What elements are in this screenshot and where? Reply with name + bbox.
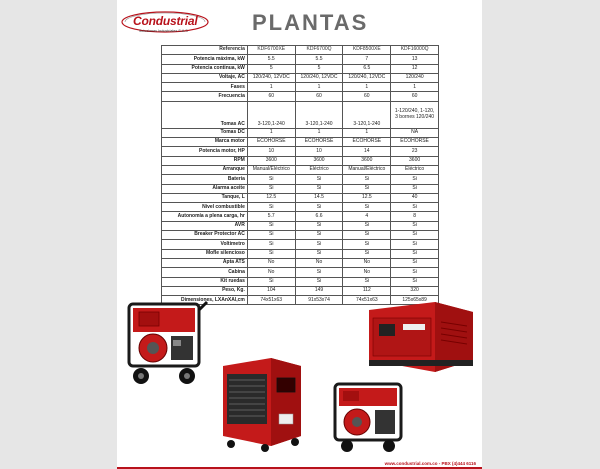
cell-value: 104 <box>247 286 295 295</box>
cell-value: 5.5 <box>295 55 343 64</box>
row-label: Breaker Protector AC <box>162 231 248 240</box>
cell-value: Eléctrico <box>391 165 439 174</box>
row-label: Cabina <box>162 268 248 277</box>
cell-value: 40 <box>391 193 439 202</box>
table-row <box>162 147 439 156</box>
cell-value: 23 <box>391 147 439 156</box>
silent-generator-kdf16000q <box>365 298 477 376</box>
cell-value: 1-120/240, 1-120, 3 bornes 120/240 <box>391 101 439 128</box>
cell-value: Si <box>391 249 439 258</box>
cell-value: Si <box>391 258 439 267</box>
open-frame-generator-kdf6700xe <box>121 296 209 388</box>
cell-value: Si <box>247 231 295 240</box>
row-label: Autonomía a plena carga, hr <box>162 212 248 221</box>
row-label: Alarma aceite <box>162 184 248 193</box>
cell-value: 13 <box>391 55 439 64</box>
cell-value: 3-120,1-240 <box>247 101 295 128</box>
cell-value: Si <box>295 203 343 212</box>
silent-generator-kdf6700q <box>217 352 305 452</box>
cell-value: 320 <box>391 286 439 295</box>
cell-value: Si <box>247 240 295 249</box>
cell-value: Si <box>391 268 439 277</box>
cell-value: ECOHORSE <box>247 138 295 147</box>
row-label: Arranque <box>162 165 248 174</box>
page-title: PLANTAS <box>252 10 369 35</box>
table-row <box>162 221 439 230</box>
row-label: Potencia motor, HP <box>162 147 248 156</box>
cell-value: Manual/Eléctrico <box>343 165 391 174</box>
cell-value: 12.5 <box>247 193 295 202</box>
table-row <box>162 128 439 137</box>
cell-value: ECOHORSE <box>343 138 391 147</box>
cell-value: Si <box>391 277 439 286</box>
cell-value: 1 <box>343 83 391 92</box>
table-row <box>162 240 439 249</box>
row-label: Voltimetro <box>162 240 248 249</box>
row-label: Potencia máxima, kW <box>162 55 248 64</box>
row-label: Tomas AC <box>162 101 248 128</box>
cell-value: Si <box>343 184 391 193</box>
cell-value: Si <box>247 175 295 184</box>
table-row <box>162 184 439 193</box>
cell-value: 60 <box>247 92 295 101</box>
cell-value: Si <box>295 277 343 286</box>
cell-value: Si <box>391 175 439 184</box>
row-label: Mofle silencioso <box>162 249 248 258</box>
row-label: Bateria <box>162 175 248 184</box>
cell-value: Si <box>391 240 439 249</box>
table-row <box>162 64 439 73</box>
cell-value: 6.6 <box>295 212 343 221</box>
row-label: Voltaje, AC <box>162 73 248 82</box>
cell-value: Si <box>247 249 295 258</box>
cell-value: 3600 <box>391 156 439 165</box>
cell-value: Si <box>295 240 343 249</box>
cell-value: Si <box>343 277 391 286</box>
cell-value: No <box>343 258 391 267</box>
cell-value: 14.5 <box>295 193 343 202</box>
cell-value: No <box>247 268 295 277</box>
table-row <box>162 92 439 101</box>
row-label: AVR <box>162 221 248 230</box>
table-row <box>162 73 439 82</box>
table-row <box>162 175 439 184</box>
cell-value: Si <box>391 203 439 212</box>
cell-value: 12.5 <box>343 193 391 202</box>
cell-value: 120/240, 12VDC <box>343 73 391 82</box>
cell-value: 74x51x63 <box>343 296 391 305</box>
row-label: Dimensiones, LXAnXAl,cm <box>162 296 248 305</box>
table-row <box>162 156 439 165</box>
cell-value: Si <box>247 203 295 212</box>
footer-contact: www.condustrial.com.co - PBX (4)444 6116 <box>384 461 476 466</box>
cell-value: Si <box>343 240 391 249</box>
row-label: Marca motor <box>162 138 248 147</box>
cell-value: 3-120,1-240 <box>295 101 343 128</box>
cell-value: Si <box>295 184 343 193</box>
table-row <box>162 249 439 258</box>
table-row <box>162 231 439 240</box>
table-row <box>162 55 439 64</box>
cell-value: Si <box>247 184 295 193</box>
table-row <box>162 165 439 174</box>
cell-value: 60 <box>343 92 391 101</box>
cell-value: Si <box>343 175 391 184</box>
row-label: Apta ATS <box>162 258 248 267</box>
cell-value: 120/240, 12VDC <box>295 73 343 82</box>
condustrial-logo <box>121 11 209 37</box>
cell-value: 120/240, 12VDC <box>247 73 295 82</box>
row-label: Fases <box>162 83 248 92</box>
cell-value: 7 <box>343 55 391 64</box>
cell-value: 3-120,1-240 <box>343 101 391 128</box>
cell-value: 74x51x63 <box>247 296 295 305</box>
cell-value: 14 <box>343 147 391 156</box>
row-label: Nivel combustible <box>162 203 248 212</box>
row-label: Tanque, L <box>162 193 248 202</box>
cell-value: No <box>247 258 295 267</box>
cell-value: 120/240 <box>391 73 439 82</box>
cell-value: Manual/Eléctrico <box>247 165 295 174</box>
cell-value: 1 <box>295 83 343 92</box>
cell-value: Eléctrico <box>295 165 343 174</box>
row-label: RPM <box>162 156 248 165</box>
cell-value: 3600 <box>247 156 295 165</box>
cell-value: 5 <box>295 64 343 73</box>
cell-value: 8 <box>391 212 439 221</box>
model-header: KDF8500XE <box>343 46 391 55</box>
model-header: KDF6700Q <box>295 46 343 55</box>
cell-value: Si <box>391 221 439 230</box>
table-row <box>162 258 439 267</box>
row-label: Peso, Kg. <box>162 286 248 295</box>
specifications-table <box>161 45 439 305</box>
table-row <box>162 101 439 128</box>
cell-value: Si <box>343 221 391 230</box>
cell-value: No <box>295 258 343 267</box>
cell-value: 5.5 <box>247 55 295 64</box>
cell-value: 3600 <box>343 156 391 165</box>
cell-value: 149 <box>295 286 343 295</box>
cell-value: No <box>343 268 391 277</box>
cell-value: 5 <box>247 64 295 73</box>
cell-value: Si <box>391 184 439 193</box>
cell-value: Si <box>295 249 343 258</box>
cell-value: Si <box>391 231 439 240</box>
cell-value: Si <box>343 231 391 240</box>
cell-value: 60 <box>391 92 439 101</box>
row-label: Frecuencia <box>162 92 248 101</box>
row-label: Potencia continua, kW <box>162 64 248 73</box>
table-row <box>162 83 439 92</box>
cell-value: Si <box>343 203 391 212</box>
cell-value: ECOHORSE <box>295 138 343 147</box>
table-row <box>162 193 439 202</box>
open-frame-generator-kdf8500xe <box>329 376 409 454</box>
cell-value: 91x53x74 <box>295 296 343 305</box>
product-images <box>117 290 482 460</box>
table-row <box>162 203 439 212</box>
table-row <box>162 277 439 286</box>
table-row <box>162 138 439 147</box>
cell-value: 5.7 <box>247 212 295 221</box>
cell-value: NA <box>391 128 439 137</box>
table-row <box>162 212 439 221</box>
cell-value: 6.5 <box>343 64 391 73</box>
model-header: KDF6700XE <box>247 46 295 55</box>
cell-value: 1 <box>295 128 343 137</box>
cell-value: Si <box>295 221 343 230</box>
cell-value: 1 <box>343 128 391 137</box>
cell-value: Si <box>295 175 343 184</box>
cell-value: ECOHORSE <box>391 138 439 147</box>
cell-value: Si <box>295 231 343 240</box>
cell-value: Si <box>247 277 295 286</box>
spec-sheet-page <box>117 0 482 469</box>
brand-tagline: Soluciones Industriales S.A.S <box>139 29 188 33</box>
row-label: Tomas DC <box>162 128 248 137</box>
header-label: Referencia <box>162 46 248 55</box>
cell-value: 125x65x89 <box>391 296 439 305</box>
cell-value: 10 <box>247 147 295 156</box>
model-header: KDF16000Q <box>391 46 439 55</box>
cell-value: Si <box>295 268 343 277</box>
cell-value: Si <box>343 249 391 258</box>
cell-value: 3600 <box>295 156 343 165</box>
row-label: Kit ruedas <box>162 277 248 286</box>
cell-value: Si <box>247 221 295 230</box>
cell-value: 60 <box>295 92 343 101</box>
cell-value: 1 <box>247 83 295 92</box>
cell-value: 10 <box>295 147 343 156</box>
table-row <box>162 268 439 277</box>
table-header-row <box>162 46 439 55</box>
cell-value: 112 <box>343 286 391 295</box>
cell-value: 4 <box>343 212 391 221</box>
cell-value: 1 <box>391 83 439 92</box>
cell-value: 1 <box>247 128 295 137</box>
cell-value: 12 <box>391 64 439 73</box>
brand-name: Condustrial <box>133 14 198 28</box>
